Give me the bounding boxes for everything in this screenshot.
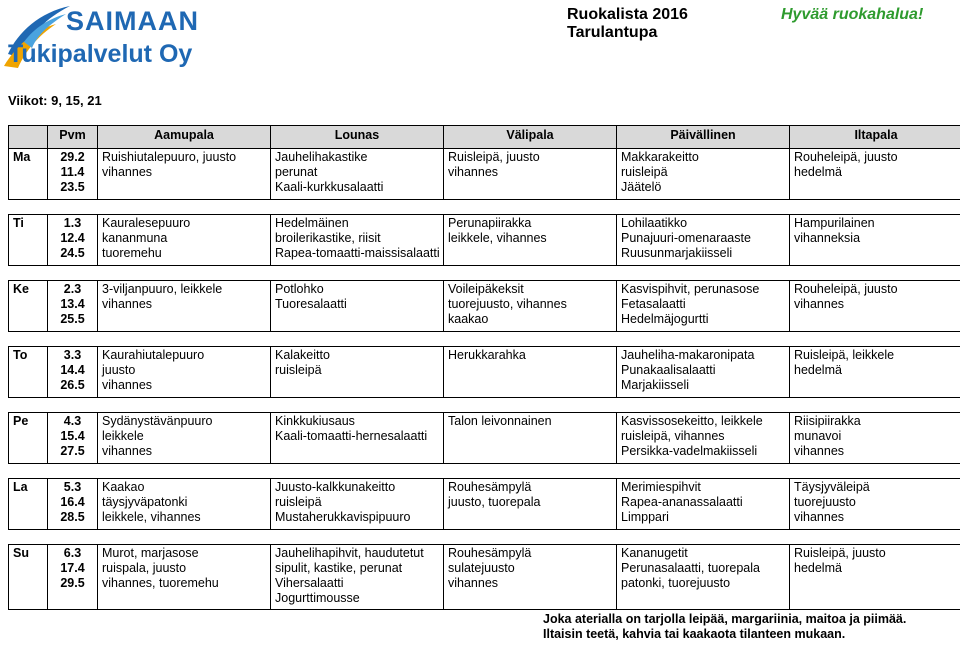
meal-item: ruisleipä <box>275 363 322 377</box>
company-logo <box>4 2 199 72</box>
meal-item: Herukkarahka <box>448 348 526 362</box>
footnote <box>543 612 906 642</box>
logo-text-line1: SAIMAAN <box>66 6 199 36</box>
date-value: 29.5 <box>60 576 85 590</box>
meal-item: Kasvissosekeitto, leikkele <box>621 414 763 428</box>
meal-item: täysjyväpatonki <box>102 495 188 509</box>
logo-text-line2: Tukipalvelut Oy <box>8 40 193 68</box>
day-dates <box>48 149 98 200</box>
meal-cell-iltapala <box>790 215 960 266</box>
meal-item: sulatejuusto <box>448 561 515 575</box>
separator-cell <box>9 398 960 413</box>
footnote-line: Joka aterialla on tarjolla leipää, margariinia, maitoa ja piimää. <box>543 612 907 626</box>
day-name: To <box>9 347 48 398</box>
meal-item: Sydänystävänpuuro <box>102 414 213 428</box>
menu-table-body <box>9 149 960 610</box>
header-day <box>9 126 48 149</box>
meal-item: Fetasalaatti <box>621 297 686 311</box>
date-value: 5.3 <box>63 480 82 494</box>
day-name: Ke <box>9 281 48 332</box>
row-separator <box>9 200 960 215</box>
meal-item: Jauhelihapihvit, haudutetut <box>275 546 424 560</box>
meal-cell-lounas <box>271 149 444 200</box>
meal-cell-aamupala <box>98 149 271 200</box>
date-value: 1.3 <box>63 216 82 230</box>
header-aamupala: Aamupala <box>98 126 271 149</box>
header-paivallinen: Päivällinen <box>617 126 790 149</box>
meal-item: tuorejuusto <box>794 495 856 509</box>
date-value: 14.4 <box>60 363 85 377</box>
meal-item: vihannes <box>794 510 845 524</box>
meal-item: Kalakeitto <box>275 348 330 362</box>
day-dates <box>48 479 98 530</box>
meal-item: kaakao <box>448 312 489 326</box>
meal-cell-valipala <box>444 479 617 530</box>
day-name: La <box>9 479 48 530</box>
meal-item: hedelmä <box>794 165 842 179</box>
meal-item: Ruusunmarjakiisseli <box>621 246 733 260</box>
meal-cell-lounas <box>271 545 444 610</box>
date-value: 11.4 <box>60 165 85 179</box>
meal-item: perunat <box>275 165 318 179</box>
meal-item: vihannes <box>794 444 845 458</box>
meal-item: Rapea-tomaatti-maissisalaatti <box>275 246 440 260</box>
meal-item: Vihersalaatti <box>275 576 344 590</box>
separator-cell <box>9 332 960 347</box>
table-row <box>9 347 960 398</box>
date-value: 24.5 <box>60 246 85 260</box>
meal-item: tuoremehu <box>102 246 162 260</box>
meal-item: sipulit, kastike, perunat <box>275 561 403 575</box>
meal-cell-lounas <box>271 479 444 530</box>
meal-item: Täysjyväleipä <box>794 480 870 494</box>
meal-item: Persikka-vadelmakiisseli <box>621 444 758 458</box>
day-name: Pe <box>9 413 48 464</box>
meal-item: vihannes <box>102 165 153 179</box>
date-value: 13.4 <box>60 297 85 311</box>
date-value: 26.5 <box>60 378 85 392</box>
table-row <box>9 413 960 464</box>
row-separator <box>9 464 960 479</box>
meal-cell-valipala <box>444 347 617 398</box>
meal-item: vihannes <box>448 576 499 590</box>
meal-item: Limppari <box>621 510 669 524</box>
meal-item: Rouhesämpylä <box>448 546 532 560</box>
meal-item: Riisipiirakka <box>794 414 861 428</box>
meal-item: Mustaherukkavispipuuro <box>275 510 411 524</box>
meal-cell-iltapala <box>790 413 960 464</box>
meal-item: vihannes <box>102 378 153 392</box>
meal-item: Merimiespihvit <box>621 480 701 494</box>
meal-item: Makkarakeitto <box>621 150 699 164</box>
menu-table <box>8 125 960 610</box>
weeks-label: Viikot: 9, 15, 21 <box>8 93 102 108</box>
date-value: 17.4 <box>60 561 85 575</box>
meal-item: Kaali-kurkkusalaatti <box>275 180 384 194</box>
date-value: 16.4 <box>60 495 85 509</box>
meal-item: Rouheleipä, juusto <box>794 150 898 164</box>
date-value: 29.2 <box>60 150 85 164</box>
meal-item: Jauhelihakastike <box>275 150 368 164</box>
meal-item: Kananugetit <box>621 546 688 560</box>
meal-item: hedelmä <box>794 561 842 575</box>
meal-cell-paivallinen <box>617 347 790 398</box>
footnote-line: Iltaisin teetä, kahvia tai kaakaota tilanteen mukaan. <box>543 627 846 641</box>
menu-location: Tarulantupa <box>567 24 658 41</box>
meal-item: 3-viljanpuuro, leikkele <box>102 282 223 296</box>
meal-cell-valipala <box>444 545 617 610</box>
day-dates <box>48 281 98 332</box>
meal-cell-valipala <box>444 215 617 266</box>
meal-item: vihannes <box>448 165 499 179</box>
day-dates <box>48 413 98 464</box>
meal-item: Hedelmäinen <box>275 216 349 230</box>
meal-cell-paivallinen <box>617 149 790 200</box>
date-value: 23.5 <box>60 180 85 194</box>
meal-item: Kaurahiutalepuuro <box>102 348 205 362</box>
date-value: 12.4 <box>60 231 85 245</box>
date-value: 15.4 <box>60 429 85 443</box>
meal-item: Kaakao <box>102 480 145 494</box>
meal-item: Jauheliha-makaronipata <box>621 348 755 362</box>
meal-item: juusto, tuorepala <box>448 495 541 509</box>
row-separator <box>9 530 960 545</box>
meal-item: Ruisleipä, juusto <box>794 546 886 560</box>
separator-cell <box>9 200 960 215</box>
meal-item: Ruisleipä, leikkele <box>794 348 895 362</box>
table-row <box>9 479 960 530</box>
meal-item: ruispala, juusto <box>102 561 187 575</box>
meal-cell-paivallinen <box>617 215 790 266</box>
meal-item: Potlohko <box>275 282 324 296</box>
day-dates <box>48 545 98 610</box>
meal-item: vihanneksia <box>794 231 861 245</box>
day-name: Ti <box>9 215 48 266</box>
meal-cell-aamupala <box>98 413 271 464</box>
date-value: 4.3 <box>63 414 82 428</box>
meal-item: Ruishiutalepuuro, juusto <box>102 150 237 164</box>
meal-cell-lounas <box>271 347 444 398</box>
meal-cell-iltapala <box>790 347 960 398</box>
row-separator <box>9 266 960 281</box>
meal-item: Hampurilainen <box>794 216 875 230</box>
meal-item: Perunasalaatti, tuorepala <box>621 561 760 575</box>
meal-item: ruisleipä, vihannes <box>621 429 725 443</box>
meal-cell-paivallinen <box>617 281 790 332</box>
day-name: Su <box>9 545 48 610</box>
date-value: 6.3 <box>63 546 82 560</box>
meal-item: hedelmä <box>794 363 842 377</box>
meal-cell-aamupala <box>98 215 271 266</box>
meal-cell-paivallinen <box>617 479 790 530</box>
meal-cell-iltapala <box>790 479 960 530</box>
meal-item: Voileipäkeksit <box>448 282 524 296</box>
date-value: 2.3 <box>63 282 82 296</box>
meal-item: ruisleipä <box>621 165 668 179</box>
meal-cell-lounas <box>271 215 444 266</box>
separator-cell <box>9 266 960 281</box>
meal-item: juusto <box>102 363 136 377</box>
meal-cell-valipala <box>444 413 617 464</box>
meal-item: Kauralesepuuro <box>102 216 191 230</box>
meal-cell-valipala <box>444 149 617 200</box>
table-row <box>9 215 960 266</box>
date-value: 3.3 <box>63 348 82 362</box>
meal-item: Juusto-kalkkunakeitto <box>275 480 396 494</box>
day-dates <box>48 347 98 398</box>
meal-item: Punakaalisalaatti <box>621 363 716 377</box>
meal-item: Kinkkukiusaus <box>275 414 355 428</box>
row-separator <box>9 398 960 413</box>
meal-cell-aamupala <box>98 281 271 332</box>
meal-item: Kasvispihvit, perunasose <box>621 282 760 296</box>
meal-cell-aamupala <box>98 347 271 398</box>
menu-title: Ruokalista 2016 <box>567 6 688 23</box>
meal-item: munavoi <box>794 429 842 443</box>
meal-cell-iltapala <box>790 281 960 332</box>
meal-item: Rapea-ananassalaatti <box>621 495 743 509</box>
meal-cell-aamupala <box>98 545 271 610</box>
meal-item: Marjakiisseli <box>621 378 690 392</box>
meal-item: Kaali-tomaatti-hernesalaatti <box>275 429 428 443</box>
meal-item: leikkele <box>102 429 144 443</box>
meal-item: broilerikastike, riisit <box>275 231 381 245</box>
table-row <box>9 281 960 332</box>
meal-cell-lounas <box>271 281 444 332</box>
header-pvm: Pvm <box>48 126 98 149</box>
day-dates <box>48 215 98 266</box>
meal-cell-valipala <box>444 281 617 332</box>
header-iltapala: Iltapala <box>790 126 960 149</box>
meal-cell-iltapala <box>790 545 960 610</box>
meal-item: leikkele, vihannes <box>448 231 547 245</box>
meal-item: patonki, tuorejuusto <box>621 576 731 590</box>
header-valipala: Välipala <box>444 126 617 149</box>
meal-item: vihannes <box>102 444 153 458</box>
meal-item: kananmuna <box>102 231 168 245</box>
table-row <box>9 149 960 200</box>
meal-item: Talon leivonnainen <box>448 414 552 428</box>
separator-cell <box>9 530 960 545</box>
meal-cell-lounas <box>271 413 444 464</box>
meal-item: tuorejuusto, vihannes <box>448 297 567 311</box>
meal-item: Tuoresalaatti <box>275 297 347 311</box>
meal-item: leikkele, vihannes <box>102 510 201 524</box>
meal-cell-paivallinen <box>617 545 790 610</box>
table-row <box>9 545 960 610</box>
meal-item: ruisleipä <box>275 495 322 509</box>
meal-item: Murot, marjasose <box>102 546 199 560</box>
meal-item: Punajuuri-omenaraaste <box>621 231 751 245</box>
header-lounas: Lounas <box>271 126 444 149</box>
meal-item: Lohilaatikko <box>621 216 688 230</box>
greeting-text: Hyvää ruokahalua! <box>781 6 924 23</box>
row-separator <box>9 332 960 347</box>
meal-item: vihannes <box>794 297 845 311</box>
meal-item: vihannes, tuoremehu <box>102 576 219 590</box>
meal-item: vihannes <box>102 297 153 311</box>
meal-cell-aamupala <box>98 479 271 530</box>
date-value: 25.5 <box>60 312 85 326</box>
separator-cell <box>9 464 960 479</box>
meal-cell-paivallinen <box>617 413 790 464</box>
meal-item: Jäätelö <box>621 180 662 194</box>
meal-cell-iltapala <box>790 149 960 200</box>
meal-item: Rouheleipä, juusto <box>794 282 898 296</box>
date-value: 28.5 <box>60 510 85 524</box>
meal-item: Jogurttimousse <box>275 591 360 605</box>
day-name: Ma <box>9 149 48 200</box>
meal-item: Ruisleipä, juusto <box>448 150 540 164</box>
meal-item: Hedelmäjogurtti <box>621 312 709 326</box>
table-header-row <box>9 126 960 149</box>
meal-item: Rouhesämpylä <box>448 480 532 494</box>
meal-item: Perunapiirakka <box>448 216 532 230</box>
date-value: 27.5 <box>60 444 85 458</box>
